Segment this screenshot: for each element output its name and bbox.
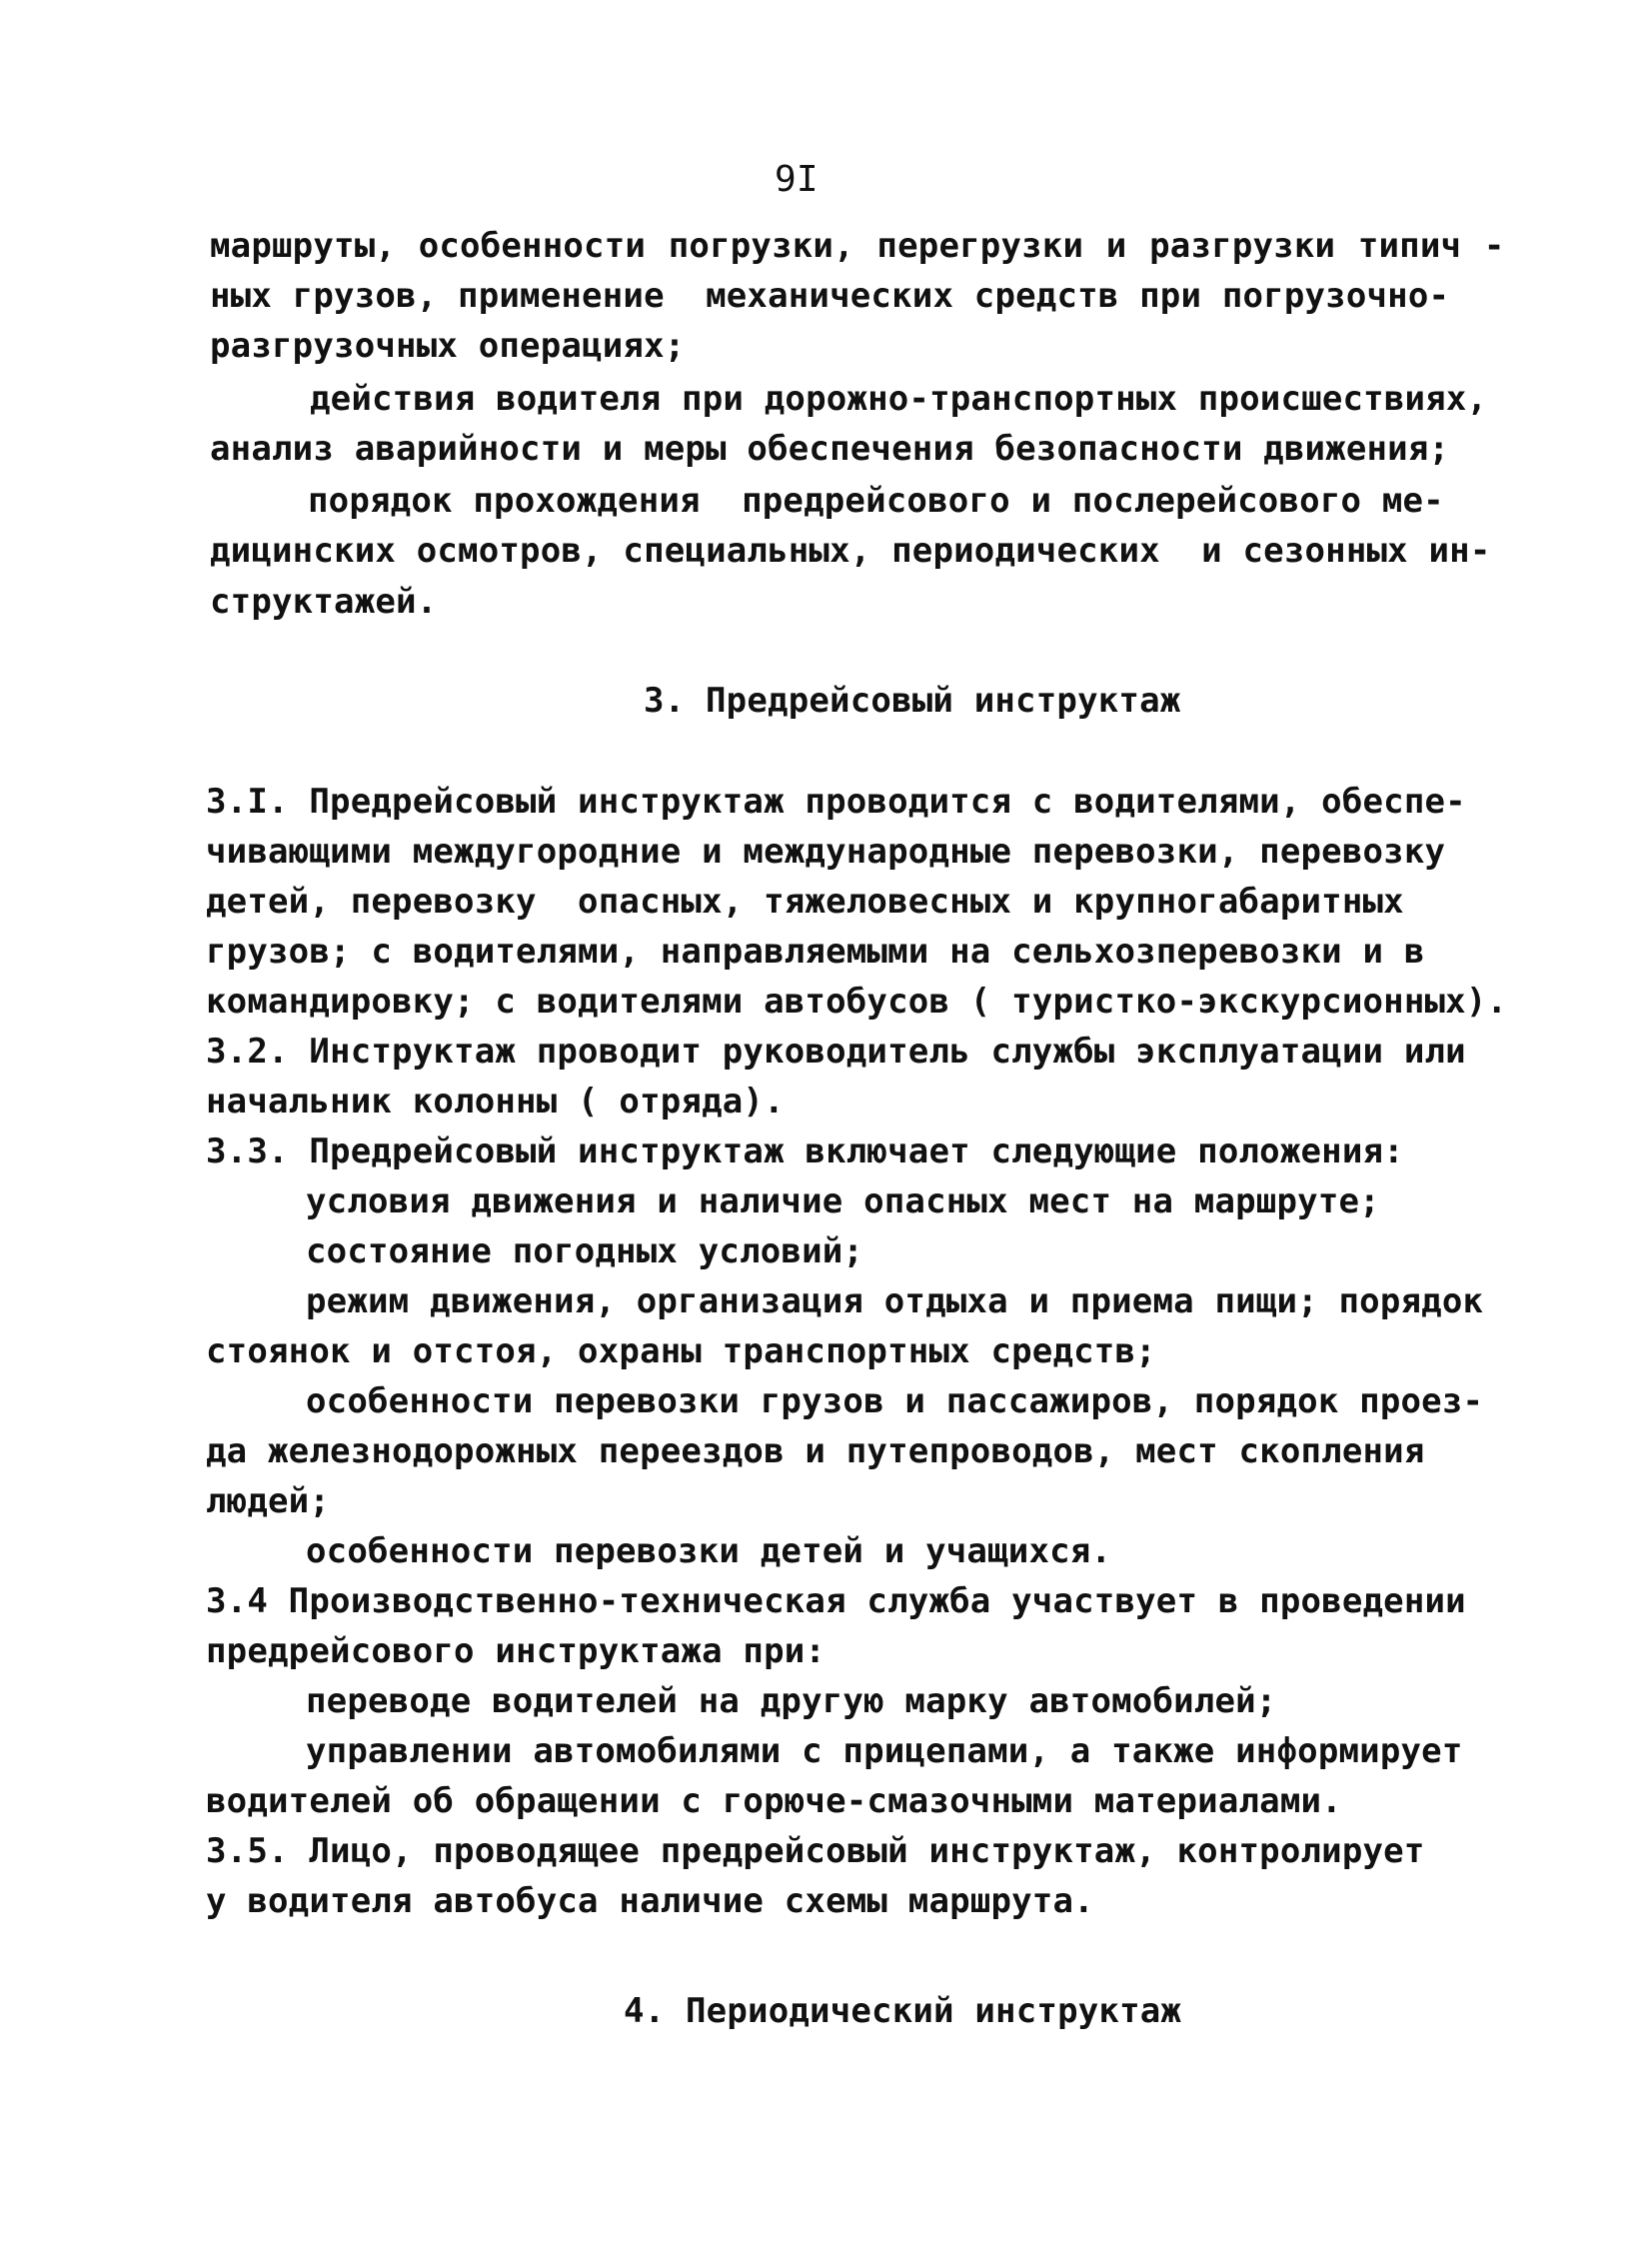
- text-line: да железнодорожных переездов и путепроводов, мест скопления: [206, 1431, 1425, 1471]
- text-line: 3.4 Производственно-техническая служба участвует в проведении: [206, 1581, 1466, 1621]
- text-line: условия движения и наличие опасных мест на маршруте;: [306, 1181, 1380, 1221]
- text-line: командировку; с водителями автобусов ( туристко-экскурсионных).: [206, 982, 1508, 1022]
- text-line: водителей об обращении с горюче-смазочными материалами.: [206, 1781, 1342, 1821]
- text-line: людей;: [206, 1481, 331, 1521]
- text-line: переводе водителей на другую марку автомобилей;: [306, 1681, 1277, 1721]
- text-line: стоянок и отстоя, охраны транспортных средств;: [206, 1331, 1156, 1371]
- text-line: дицинских осмотров, специальных, периодических и сезонных ин-: [210, 531, 1491, 571]
- text-line: порядок прохождения предрейсового и послерейсового ме-: [308, 481, 1444, 521]
- text-line: особенности перевозки детей и учащихся.: [306, 1531, 1112, 1571]
- text-line: предрейсового инструктажа при:: [206, 1631, 826, 1671]
- text-line: 3.2. Инструктаж проводит руководитель службы эксплуатации или: [206, 1032, 1466, 1072]
- text-line: разгрузочных операциях;: [210, 326, 686, 366]
- text-line: у водителя автобуса наличие схемы маршрута.: [206, 1881, 1094, 1921]
- section-heading: 3. Предрейсовый инструктаж: [644, 681, 1181, 721]
- text-line: состояние погодных условий;: [306, 1231, 864, 1271]
- text-line: особенности перевозки грузов и пассажиров, порядок проез-: [306, 1381, 1484, 1421]
- text-line: детей, перевозку опасных, тяжеловесных и крупногабаритных: [206, 882, 1404, 922]
- text-line: чивающими междугородние и международные перевозки, перевозку: [206, 832, 1446, 872]
- text-line: 3.5. Лицо, проводящее предрейсовый инструктаж, контролирует: [206, 1831, 1425, 1871]
- section-heading: 4. Периодический инструктаж: [624, 1991, 1182, 2031]
- text-line: маршруты, особенности погрузки, перегрузки и разгрузки типич -: [210, 226, 1505, 266]
- text-line: 3.I. Предрейсовый инструктаж проводится с водителями, обеспе-: [206, 782, 1466, 822]
- page-number: 9I: [775, 159, 819, 200]
- text-line: действия водителя при дорожно-транспортных происшествиях,: [310, 379, 1488, 419]
- text-line: 3.3. Предрейсовый инструктаж включает следующие положения:: [206, 1131, 1404, 1171]
- text-line: режим движения, организация отдыха и приема пищи; порядок: [306, 1281, 1484, 1321]
- text-line: анализ аварийности и меры обеспечения безопасности движения;: [210, 429, 1450, 469]
- text-line: структажей.: [210, 582, 438, 622]
- text-line: начальник колонны ( отряда).: [206, 1082, 785, 1122]
- text-line: ных грузов, применение механических средств при погрузочно-: [210, 276, 1450, 316]
- text-line: грузов; с водителями, направляемыми на сельхозперевозки и в: [206, 932, 1425, 972]
- text-line: управлении автомобилями с прицепами, а также информирует: [306, 1731, 1463, 1771]
